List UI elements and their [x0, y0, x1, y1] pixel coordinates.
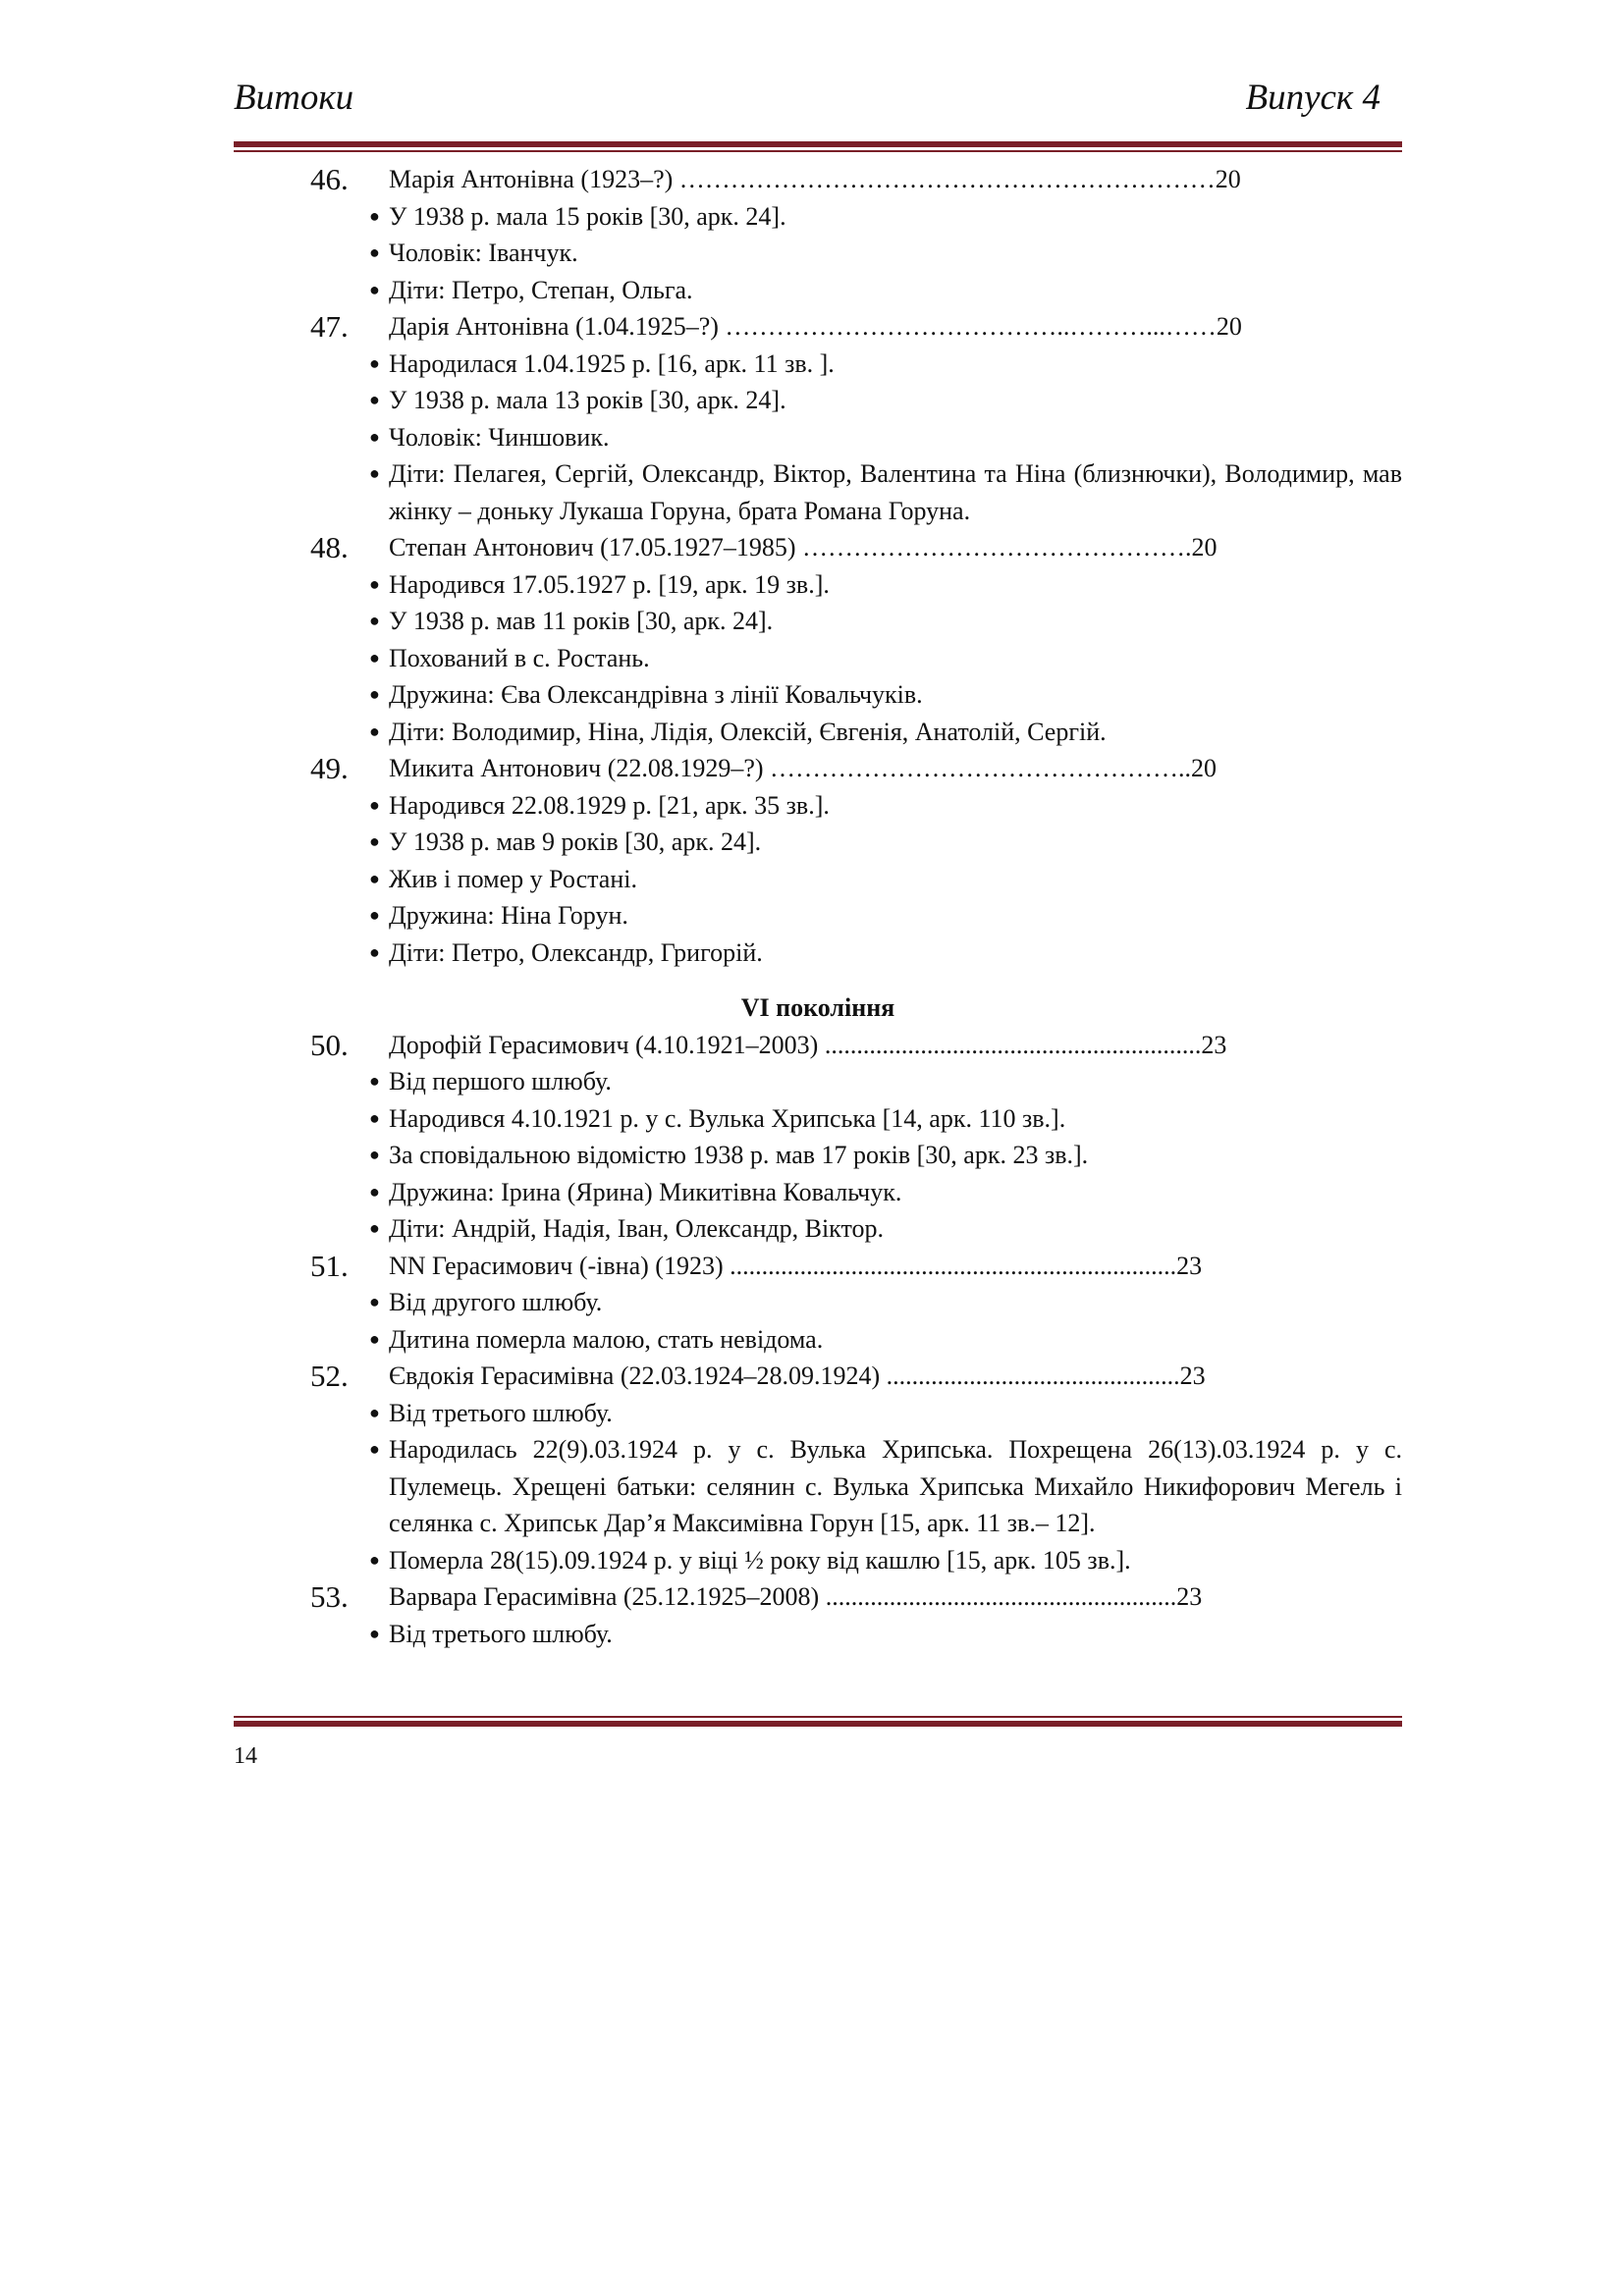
detail-item — [234, 272, 1402, 309]
detail-text: Від третього шлюбу. — [389, 1619, 613, 1648]
detail-item — [234, 1210, 1402, 1248]
entry-title: Степан Антонович (17.05.1927–1985) ……………………………………….20 — [389, 533, 1218, 561]
detail-item — [234, 1542, 1402, 1579]
entry-details — [234, 1395, 1402, 1579]
detail-text: Дружина: Ірина (Ярина) Микитівна Ковальчук. — [389, 1177, 902, 1206]
detail-item — [234, 1321, 1402, 1359]
entry-number: 52. — [310, 1359, 349, 1393]
detail-item — [234, 419, 1402, 456]
entry-title: Варвара Герасимівна (25.12.1925–2008) .......................................................23 — [389, 1582, 1203, 1611]
detail-text: Від третього шлюбу. — [389, 1398, 613, 1427]
bullet-icon: ● — [369, 463, 380, 483]
detail-text: У 1938 р. мав 9 років [30, арк. 24]. — [389, 828, 762, 856]
bullet-icon: ● — [369, 1623, 380, 1643]
bullet-icon: ● — [369, 794, 380, 815]
entry-title: Євдокія Герасимівна (22.03.1924–28.09.1924) ..............................................23 — [389, 1362, 1206, 1390]
detail-text: Від другого шлюбу. — [389, 1288, 603, 1316]
bullet-icon: ● — [369, 905, 380, 925]
journal-title: Витоки — [234, 78, 354, 118]
bullet-icon: ● — [369, 1439, 380, 1459]
detail-text: У 1938 р. мала 15 років [30, арк. 24]. — [389, 201, 786, 231]
entry-details — [234, 1284, 1402, 1358]
bullet-icon: ● — [369, 1292, 380, 1311]
genealogy-entry — [234, 1027, 1402, 1064]
bullet-icon: ● — [369, 1107, 380, 1128]
detail-item — [234, 346, 1402, 383]
detail-text: Від першого шлюбу. — [389, 1067, 612, 1095]
bullet-icon: ● — [369, 390, 380, 409]
genealogy-entry — [234, 1358, 1402, 1395]
running-header — [234, 77, 1402, 126]
detail-text: Діти: Петро, Степан, Ольга. — [389, 275, 693, 304]
detail-text: Дитина померла малою, стать невідома. — [389, 1324, 824, 1354]
detail-item — [234, 1063, 1402, 1100]
detail-text: Народилась 22(9).03.1924 р. у с. Вулька Хрипська. Похрещена 26(13).03.1924 р. у с. Пулемець. Хрещені батьки: селянин с. Вулька Хрипська Михайло Никифорович Мегель і селянка с. Хрипськ Дар’я Максимівна Горун [15, арк. 11 зв.– 12]. — [389, 1435, 1402, 1537]
bullet-icon: ● — [369, 279, 380, 299]
detail-text: Народилася 1.04.1925 р. [16, арк. 11 зв. ]. — [389, 348, 835, 378]
detail-item — [234, 897, 1402, 934]
detail-text: У 1938 р. мав 11 років [30, арк. 24]. — [389, 607, 774, 635]
genealogy-entry — [234, 161, 1402, 198]
bullet-icon: ● — [369, 352, 380, 373]
entries-generation-v — [234, 161, 1402, 971]
page-content — [234, 161, 1402, 1652]
detail-text: Народився 4.10.1921 р. у с. Вулька Хрипська [14, арк. 110 зв.]. — [389, 1103, 1066, 1133]
entry-number: 51. — [310, 1248, 349, 1283]
detail-item — [234, 1100, 1402, 1138]
bullet-icon: ● — [369, 684, 380, 704]
detail-text: Померла 28(15).09.1924 р. у віці ½ року від кашлю [15, арк. 105 зв.]. — [389, 1545, 1131, 1575]
bullet-icon: ● — [369, 941, 380, 962]
detail-text: Жив і помер у Ростані. — [389, 864, 637, 893]
bullet-icon: ● — [369, 868, 380, 888]
detail-item — [234, 824, 1402, 861]
entry-title: Марія Антонівна (1923–?) ………………………………………………………20 — [389, 165, 1241, 193]
genealogy-entry — [234, 750, 1402, 787]
detail-item — [234, 640, 1402, 677]
entry-title: Дорофій Герасимович (4.10.1921–2003) ...........................................................23 — [389, 1030, 1227, 1059]
detail-item — [234, 455, 1402, 529]
detail-item — [234, 1174, 1402, 1211]
detail-item — [234, 235, 1402, 272]
genealogy-entry — [234, 308, 1402, 346]
entry-number: 47. — [310, 309, 349, 344]
entry-number: 46. — [310, 162, 349, 196]
entry-number: 49. — [310, 751, 349, 785]
detail-item — [234, 787, 1402, 825]
entry-number: 50. — [310, 1027, 349, 1062]
entry-title: NN Герасимович (-івна) (1923) ......................................................................23 — [389, 1251, 1203, 1280]
detail-item — [234, 714, 1402, 751]
entry-details — [234, 787, 1402, 972]
detail-text: Діти: Пелагея, Сергій, Олександр, Віктор, Валентина та Ніна (близнючки), Володимир, мав жінку – доньку Лукаша Горуна, брата Романа Горуна. — [389, 459, 1402, 525]
detail-text: Похований в с. Ростань. — [389, 643, 650, 672]
entry-title: Микита Антонович (22.08.1929–?) …………………………………………..20 — [389, 754, 1218, 782]
bullet-icon: ● — [369, 1549, 380, 1570]
detail-text: Діти: Володимир, Ніна, Лідія, Олексій, Євгенія, Анатолій, Сергій. — [389, 717, 1107, 746]
detail-text: Дружина: Єва Олександрівна з лінії Ковальчуків. — [389, 680, 923, 709]
bullet-icon: ● — [369, 573, 380, 594]
detail-item — [234, 1431, 1402, 1542]
detail-item — [234, 861, 1402, 898]
detail-text: Народився 17.05.1927 р. [19, арк. 19 зв.]. — [389, 569, 830, 599]
issue-label: Випуск 4 — [1245, 78, 1380, 118]
genealogy-entry — [234, 1578, 1402, 1616]
section-title: VI покоління — [740, 993, 895, 1022]
bullet-icon: ● — [369, 1071, 380, 1091]
bullet-icon: ● — [369, 721, 380, 741]
entry-details — [234, 1063, 1402, 1248]
detail-item — [234, 676, 1402, 714]
detail-text: Діти: Андрій, Надія, Іван, Олександр, Віктор. — [389, 1214, 884, 1243]
detail-text: Дружина: Ніна Горун. — [389, 901, 628, 930]
entry-details — [234, 198, 1402, 309]
bullet-icon: ● — [369, 831, 380, 851]
bullet-icon: ● — [369, 1181, 380, 1201]
detail-text: Народився 22.08.1929 р. [21, арк. 35 зв.]. — [389, 790, 830, 820]
bullet-icon: ● — [369, 426, 380, 447]
detail-item — [234, 1616, 1402, 1653]
genealogy-entry — [234, 529, 1402, 566]
bullet-icon: ● — [369, 1218, 380, 1238]
bullet-icon: ● — [369, 1402, 380, 1422]
detail-item — [234, 1137, 1402, 1174]
detail-text: Чоловік: Іванчук. — [389, 239, 578, 267]
bullet-icon: ● — [369, 647, 380, 667]
detail-item — [234, 382, 1402, 419]
detail-text: Чоловік: Чиншовик. — [389, 422, 610, 452]
entry-details — [234, 1616, 1402, 1653]
detail-item — [234, 934, 1402, 972]
header-divider — [234, 141, 1402, 152]
bullet-icon: ● — [369, 611, 380, 630]
entry-details — [234, 346, 1402, 530]
bullet-icon: ● — [369, 1328, 380, 1349]
detail-item — [234, 1395, 1402, 1432]
bullet-icon: ● — [369, 205, 380, 226]
detail-item — [234, 566, 1402, 604]
page-number: 14 — [234, 1743, 257, 1769]
footer-divider — [234, 1716, 1402, 1727]
detail-text: За сповідальною відомістю 1938 р. мав 17 років [30, арк. 23 зв.]. — [389, 1141, 1089, 1169]
bullet-icon: ● — [369, 242, 380, 262]
detail-item — [234, 1284, 1402, 1321]
detail-text: Діти: Петро, Олександр, Григорій. — [389, 937, 763, 967]
detail-text: У 1938 р. мала 13 років [30, арк. 24]. — [389, 386, 786, 414]
entry-number: 48. — [310, 530, 349, 564]
entry-details — [234, 566, 1402, 751]
genealogy-entry — [234, 1248, 1402, 1285]
entry-number: 53. — [310, 1579, 349, 1614]
detail-item — [234, 198, 1402, 236]
entries-generation-vi — [234, 1027, 1402, 1653]
detail-item — [234, 603, 1402, 640]
entry-title: Дарія Антонівна (1.04.1925–?) …………………………………..………...……20 — [389, 312, 1242, 341]
bullet-icon: ● — [369, 1145, 380, 1164]
